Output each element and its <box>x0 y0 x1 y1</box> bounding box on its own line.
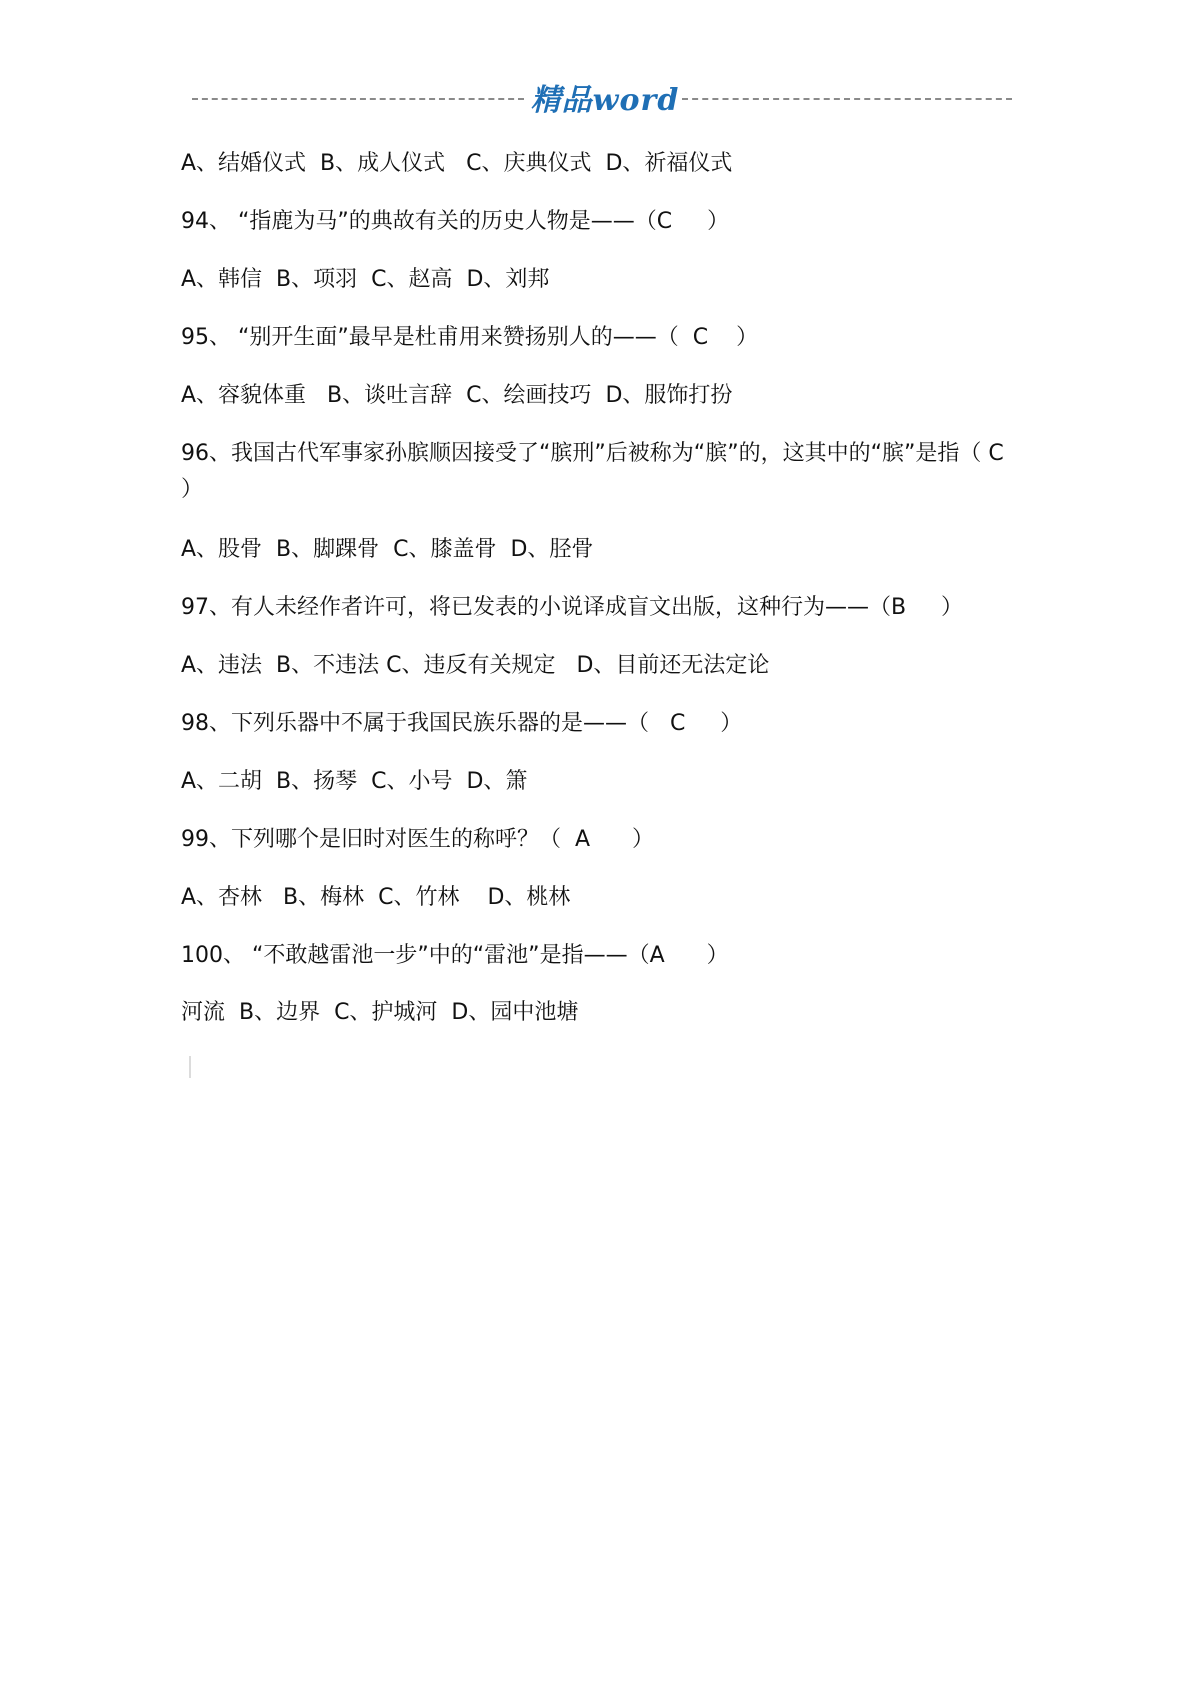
text-cursor <box>189 1056 191 1078</box>
answer-options-100: 河流 B、边界 C、护城河 D、园中池塘 <box>181 1000 579 1025</box>
answer-options-95: A、容貌体重 B、谈吐言辞 C、绘画技巧 D、服饰打扮 <box>181 383 733 408</box>
brand-watermark: 精品word <box>530 83 680 118</box>
answer-options-97: A、违法 B、不违法 C、违反有关规定 D、目前还无法定论 <box>181 653 770 678</box>
header-dashed-rule-left <box>192 98 524 100</box>
question-96: 96、我国古代军事家孙膑顺因接受了“膑刑”后被称为“膑”的，这其中的“膑”是指（ C ） <box>181 441 1004 502</box>
question-100: 100、 “不敢越雷池一步”中的“雷池”是指——（A ） <box>181 943 729 968</box>
page-header <box>192 72 1012 122</box>
question-97: 97、有人未经作者许可，将已发表的小说译成盲文出版，这种行为——（B ） <box>181 595 964 620</box>
question-99: 99、下列哪个是旧时对医生的称呼？（ A ） <box>181 827 654 852</box>
answer-options-99: A、杏林 B、梅林 C、竹林 D、桃林 <box>181 885 571 910</box>
answer-options-98: A、二胡 B、扬琴 C、小号 D、箫 <box>181 769 528 794</box>
answer-options-93: A、结婚仪式 B、成人仪式 C、庆典仪式 D、祈福仪式 <box>181 151 733 176</box>
answer-options-94: A、韩信 B、项羽 C、赵高 D、刘邦 <box>181 267 550 292</box>
header-dashed-rule-right <box>682 98 1012 100</box>
question-95: 95、 “别开生面”最早是杜甫用来赞扬别人的——（ C ） <box>181 325 759 350</box>
answer-options-96: A、股骨 B、脚踝骨 C、膝盖骨 D、胫骨 <box>181 537 594 562</box>
question-98: 98、下列乐器中不属于我国民族乐器的是——（ C ） <box>181 711 743 736</box>
question-94: 94、 “指鹿为马”的典故有关的历史人物是——（C ） <box>181 209 730 234</box>
